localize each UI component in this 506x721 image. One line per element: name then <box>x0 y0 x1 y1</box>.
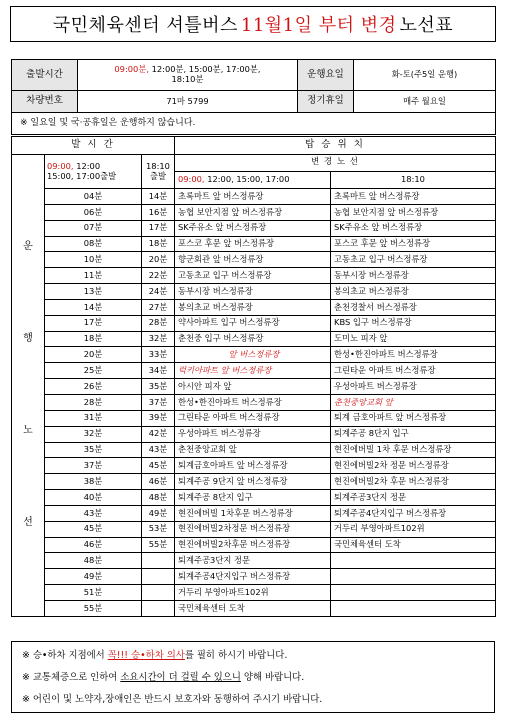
vehicle-label: 차량번호 <box>12 91 78 113</box>
time-evening-cell: 34분 <box>142 363 175 379</box>
time-weekday-cell: 31분 <box>45 410 142 426</box>
time-evening-cell: 39분 <box>142 410 175 426</box>
route-row <box>12 426 496 442</box>
title-part2: 노선표 <box>399 15 454 36</box>
route-row <box>12 347 496 363</box>
route-row <box>12 284 496 300</box>
route-table <box>11 136 496 617</box>
col3-time-rest: 12:00, 15:00, 17:00 <box>204 174 290 185</box>
stop-weekday-cell: 춘천중앙교회 앞 <box>175 442 331 458</box>
stop-weekday-cell: 퇴계주공 8단지 입구 <box>175 490 331 506</box>
operating-day-label: 운행요일 <box>298 60 354 91</box>
time-weekday-cell: 18분 <box>45 331 142 347</box>
stop-evening-cell: 거두리 부영아파트102위 <box>331 521 496 537</box>
stop-evening-cell: 고동초교 입구 버스정류장 <box>331 252 496 268</box>
time-weekday-cell: 26분 <box>45 379 142 395</box>
stop-evening-cell: 춘천경찰서 버스정류장 <box>331 299 496 315</box>
time-evening-cell: 55분 <box>142 537 175 553</box>
stop-evening-cell: 춘천중앙교회 앞 <box>331 394 496 410</box>
info-row-notice <box>12 113 496 135</box>
stop-weekday-cell: 퇴계주공 9단지 앞 버스정류장 <box>175 474 331 490</box>
stop-weekday-cell: 고동초교 입구 버스정류장 <box>175 268 331 284</box>
footer-note-2-b: 양해 바랍니다. <box>240 672 305 683</box>
stop-weekday-cell: 럭키아파트 앞 버스정류장 <box>175 363 331 379</box>
time-weekday-cell: 40분 <box>45 490 142 506</box>
stop-evening-cell: 현진에버빌2차 정문 버스정류장 <box>331 458 496 474</box>
col1-time-first: 09:00, <box>47 160 74 171</box>
route-row <box>12 585 496 601</box>
vehicle-value: 71마 5799 <box>78 91 298 113</box>
route-row <box>12 236 496 252</box>
stop-evening-cell: 그린타운 아파트 버스정류장 <box>331 363 496 379</box>
stop-weekday-cell: 향군회관 앞 버스정류장 <box>175 252 331 268</box>
stop-weekday-cell: 춘천중 입구 버스정류장 <box>175 331 331 347</box>
time-evening-cell: 35분 <box>142 379 175 395</box>
depart-time-first: 09:00분, <box>114 64 149 75</box>
depart-time-rest: 12:00분, 15:00분, 17:00분, <box>148 64 261 75</box>
stop-evening-cell: 퇴계주공 8단지 입구 <box>331 426 496 442</box>
stop-weekday-cell: 포스코 후문 앞 버스정류장 <box>175 236 331 252</box>
stop-evening-cell <box>331 585 496 601</box>
route-row <box>12 220 496 236</box>
footer-note-3: ※ 어린이 및 노약자,장애인은 반드시 보호자와 동행하여 주시기 바랍니다. <box>22 694 323 705</box>
time-evening-cell: 48분 <box>142 490 175 506</box>
col1-time-line2: 15:00, 17:00출발 <box>47 170 117 181</box>
stop-weekday-cell: 한성•한진아파트 버스정류장 <box>175 394 331 410</box>
stop-weekday-cell: 우성아파트 버스정류장 <box>175 426 331 442</box>
stop-evening-cell: 퇴계주공4단지입구 버스정류장 <box>331 505 496 521</box>
info-row-departure <box>12 60 496 91</box>
route-row <box>12 505 496 521</box>
stop-evening-cell: 동부시장 버스정류장 <box>331 268 496 284</box>
time-evening-cell: 32분 <box>142 331 175 347</box>
stop-evening-cell: 퇴계 금호아파트 앞 버스정류장 <box>331 410 496 426</box>
col1-time-rest: 12:00 <box>73 160 101 171</box>
stop-weekday-cell: 그린타운 아파트 버스정류장 <box>175 410 331 426</box>
depart-time-last: 18:10분 <box>171 74 204 84</box>
stop-weekday-cell: 현진에버빌2차정문 버스정류장 <box>175 521 331 537</box>
time-evening-cell: 27분 <box>142 299 175 315</box>
page-title <box>10 6 496 42</box>
route-row <box>12 521 496 537</box>
stop-weekday-cell: 초록마트 앞 버스정류장 <box>175 189 331 205</box>
stop-evening-cell: 현진에버빌 1차 후문 버스정류장 <box>331 442 496 458</box>
route-row <box>12 315 496 331</box>
time-weekday-cell: 13분 <box>45 284 142 300</box>
col-stops-weekday <box>175 172 331 189</box>
time-weekday-cell: 55분 <box>45 600 142 616</box>
stop-evening-cell <box>331 553 496 569</box>
time-weekday-cell: 35분 <box>45 442 142 458</box>
operating-day-value: 화-토(주5일 운행) <box>354 60 496 91</box>
time-weekday-cell: 10분 <box>45 252 142 268</box>
changed-route-header: 변 경 노 선 <box>175 155 496 172</box>
time-weekday-cell: 46분 <box>45 537 142 553</box>
time-weekday-cell: 38분 <box>45 474 142 490</box>
time-weekday-cell: 49분 <box>45 569 142 585</box>
time-weekday-cell: 08분 <box>45 236 142 252</box>
stop-evening-cell <box>331 600 496 616</box>
time-evening-cell <box>142 553 175 569</box>
stop-weekday-cell: 약사아파트 입구 버스정류장 <box>175 315 331 331</box>
stop-weekday-cell: 현진에버빌 1차후문 버스정류장 <box>175 505 331 521</box>
stop-weekday-cell: 거두리 부영아파트102위 <box>175 585 331 601</box>
time-evening-cell: 43분 <box>142 442 175 458</box>
holiday-value: 매주 월요일 <box>354 91 496 113</box>
time-evening-cell: 46분 <box>142 474 175 490</box>
route-row <box>12 363 496 379</box>
side-label-char: 선 <box>23 517 33 529</box>
route-row <box>12 299 496 315</box>
time-evening-cell <box>142 569 175 585</box>
time-evening-cell <box>142 585 175 601</box>
footer-note-2 <box>22 669 494 691</box>
col2-line2: 출발 <box>149 170 167 181</box>
side-label-char: 운 <box>23 241 33 253</box>
stop-evening-cell: 한성•한진아파트 버스정류장 <box>331 347 496 363</box>
route-row <box>12 458 496 474</box>
time-evening-cell: 37분 <box>142 394 175 410</box>
stop-evening-cell: 현진에버빌2차 후문 버스정류장 <box>331 474 496 490</box>
stop-evening-cell: 봉의초교 버스정류장 <box>331 284 496 300</box>
route-row <box>12 474 496 490</box>
time-weekday-cell: 48분 <box>45 553 142 569</box>
stop-evening-cell: 도미노 피자 앞 <box>331 331 496 347</box>
time-evening-cell: 45분 <box>142 458 175 474</box>
stop-weekday-cell: 농협 보안지점 앞 버스정류장 <box>175 204 331 220</box>
time-evening-cell: 20분 <box>142 252 175 268</box>
stop-weekday-cell: 현진에버빌2차후문 버스정류장 <box>175 537 331 553</box>
title-highlight: 11월1일 부터 변경 <box>240 15 397 36</box>
route-row <box>12 189 496 205</box>
col-time-evening <box>142 155 175 189</box>
stop-weekday-cell: 동부시장 버스정류장 <box>175 284 331 300</box>
time-evening-cell: 53분 <box>142 521 175 537</box>
stop-evening-cell: 농협 보안지점 앞 버스정류장 <box>331 204 496 220</box>
stops-header: 탑 승 위 치 <box>175 137 496 155</box>
time-weekday-cell: 32분 <box>45 426 142 442</box>
stop-weekday-cell: 국민체육센터 도착 <box>175 600 331 616</box>
stop-weekday-cell: 퇴계주공3단지 정문 <box>175 553 331 569</box>
route-row <box>12 410 496 426</box>
route-row <box>12 204 496 220</box>
time-weekday-cell: 11분 <box>45 268 142 284</box>
route-row <box>12 569 496 585</box>
route-row <box>12 553 496 569</box>
route-row <box>12 490 496 506</box>
depart-label: 출발시간 <box>12 60 78 91</box>
time-evening-cell: 24분 <box>142 284 175 300</box>
departure-header: 발 시 간 <box>12 137 175 155</box>
stop-evening-cell: 포스코 후문 앞 버스정류장 <box>331 236 496 252</box>
time-weekday-cell: 06분 <box>45 204 142 220</box>
info-table <box>11 59 496 135</box>
stop-evening-cell: KBS 입구 버스정류장 <box>331 315 496 331</box>
side-label-char: 행 <box>23 333 33 345</box>
footer-note-2-underlined: 소요시간이 더 걸릴 수 있으니 <box>120 672 241 683</box>
route-side-label <box>12 155 45 617</box>
holiday-notice: ※ 일요일 및 국·공휴일은 운행하지 않습니다. <box>12 113 496 135</box>
col-stops-evening: 18:10 <box>331 172 496 189</box>
time-weekday-cell: 20분 <box>45 347 142 363</box>
route-header-row <box>12 137 496 155</box>
stop-evening-cell: 퇴계주공3단지 정문 <box>331 490 496 506</box>
footer-note-2-a: ※ 교통체증으로 인하여 <box>22 672 121 683</box>
time-weekday-cell: 28분 <box>45 394 142 410</box>
route-row <box>12 252 496 268</box>
stop-evening-cell: 초록마트 앞 버스정류장 <box>331 189 496 205</box>
stop-weekday-cell: 앞 버스정류장 <box>175 347 331 363</box>
time-weekday-cell: 07분 <box>45 220 142 236</box>
time-weekday-cell: 25분 <box>45 363 142 379</box>
col-time-weekday <box>45 155 142 189</box>
col2-line1: 18:10 <box>146 160 170 171</box>
time-evening-cell: 49분 <box>142 505 175 521</box>
stop-evening-cell: SK주유소 앞 버스정류장 <box>331 220 496 236</box>
column-header-row <box>12 155 496 172</box>
stop-weekday-cell: 퇴계주공4단지입구 버스정류장 <box>175 569 331 585</box>
time-weekday-cell: 14분 <box>45 299 142 315</box>
time-evening-cell: 16분 <box>142 204 175 220</box>
time-weekday-cell: 37분 <box>45 458 142 474</box>
stop-weekday-cell: 봉의초교 버스정류장 <box>175 299 331 315</box>
route-row <box>12 442 496 458</box>
time-weekday-cell: 51분 <box>45 585 142 601</box>
depart-times <box>78 60 298 91</box>
footer-note-1-b: 를 필히 하시기 바랍니다. <box>184 650 288 661</box>
stop-weekday-cell: SK주유소 앞 버스정류장 <box>175 220 331 236</box>
footer-note-1-a: ※ 승•하차 지점에서 <box>22 650 108 661</box>
side-label-char: 노 <box>23 425 33 437</box>
time-evening-cell: 28분 <box>142 315 175 331</box>
col3-time-first: 09:00, <box>178 174 205 185</box>
time-weekday-cell: 17분 <box>45 315 142 331</box>
stop-evening-cell <box>331 569 496 585</box>
stop-evening-cell: 국민체육센터 도착 <box>331 537 496 553</box>
route-row <box>12 600 496 616</box>
time-weekday-cell: 04분 <box>45 189 142 205</box>
time-weekday-cell: 45분 <box>45 521 142 537</box>
time-evening-cell <box>142 600 175 616</box>
route-row <box>12 331 496 347</box>
footer-note-1 <box>22 647 494 669</box>
time-evening-cell: 17분 <box>142 220 175 236</box>
holiday-label: 정기휴일 <box>298 91 354 113</box>
time-evening-cell: 42분 <box>142 426 175 442</box>
route-row <box>12 268 496 284</box>
stop-evening-cell: 우성아파트 버스정류장 <box>331 379 496 395</box>
time-weekday-cell: 43분 <box>45 505 142 521</box>
info-row-vehicle <box>12 91 496 113</box>
route-row <box>12 394 496 410</box>
route-row <box>12 379 496 395</box>
time-evening-cell: 22분 <box>142 268 175 284</box>
time-evening-cell: 18분 <box>142 236 175 252</box>
footer-note-1-highlight: 꼭!!! 승•하차 의사 <box>107 650 185 661</box>
title-part1: 국민체육센터 셔틀버스 <box>52 15 238 36</box>
stop-weekday-cell: 아시안 피자 앞 <box>175 379 331 395</box>
route-row <box>12 537 496 553</box>
stop-weekday-cell: 퇴계금호아파트 앞 버스정류장 <box>175 458 331 474</box>
time-evening-cell: 14분 <box>142 189 175 205</box>
time-evening-cell: 33분 <box>142 347 175 363</box>
footer-notes <box>11 641 495 713</box>
